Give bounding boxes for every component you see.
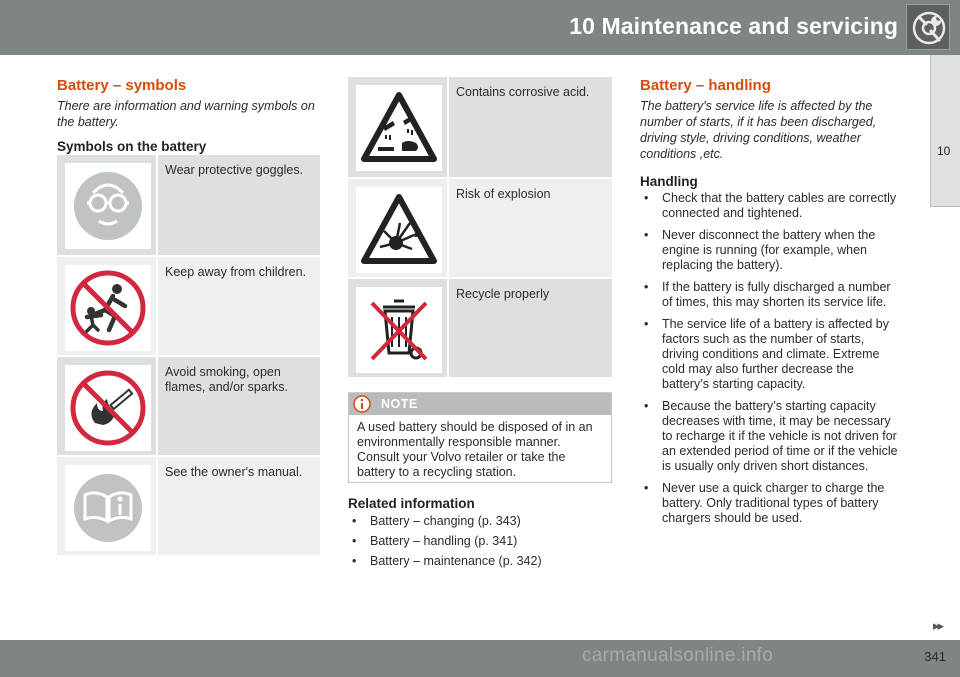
symbol-label: Contains corrosive acid.	[456, 85, 590, 99]
symbol-label: Recycle properly	[456, 287, 550, 301]
chapter-tab-label: 10	[937, 144, 951, 158]
related-heading: Related information	[348, 496, 475, 511]
handling-subheading: Handling	[640, 174, 698, 189]
related-list	[348, 514, 612, 569]
explosion-warning-icon	[356, 187, 442, 273]
list-item-text: Because the battery’s starting capacity decreases with time, it may be necessary to recharge it if the vehicle is not driven for an extended period of time or if the vehicle is usually only driven short distances.	[662, 399, 898, 473]
table-row	[57, 455, 320, 555]
list-item-text: Never use a quick charger to charge the battery. Only traditional types of battery chargers should be used.	[662, 481, 885, 525]
section-heading: Battery – handling	[640, 77, 771, 94]
bullet: •	[644, 228, 649, 242]
symbol-label: Keep away from children.	[165, 265, 307, 279]
related-information	[348, 496, 612, 569]
page-header	[0, 0, 960, 55]
list-item-text: The service life of a battery is affected by factors such as the number of starts, driving conditions and climate. Extreme cold may also further decrease the battery’s starting capacity.	[662, 317, 889, 391]
note-label: NOTE	[381, 397, 418, 411]
battery-symbols-table	[57, 155, 320, 557]
section-intro: The battery's service life is affected by the number of starts, if it has been discharged, driving style, driving conditions, weather conditions ,etc.	[640, 99, 877, 161]
recycle-crossed-bin-icon	[356, 287, 442, 373]
list-item	[640, 317, 904, 392]
related-link[interactable]: Battery – changing (p. 343)	[370, 514, 521, 528]
battery-handling-section	[640, 77, 904, 526]
list-item[interactable]	[348, 514, 612, 529]
symbol-label: Wear protective goggles.	[165, 163, 304, 177]
bullet: •	[644, 481, 649, 495]
list-item[interactable]	[348, 554, 612, 569]
related-link[interactable]: Battery – handling (p. 341)	[370, 534, 518, 548]
table-row	[57, 255, 320, 355]
list-item[interactable]	[348, 534, 612, 549]
list-item-text: Never disconnect the battery when the engine is running (for example, when replacing the battery).	[662, 228, 876, 272]
bullet: •	[352, 534, 357, 548]
page-footer	[0, 640, 960, 677]
related-link[interactable]: Battery – maintenance (p. 342)	[370, 554, 542, 568]
bullet: •	[644, 280, 649, 294]
bullet: •	[352, 514, 357, 528]
list-item-text: If the battery is fully discharged a number of times, this may shorten its service life.	[662, 280, 891, 309]
wrench-gear-icon	[906, 4, 950, 50]
chapter-title: 10 Maintenance and servicing	[569, 13, 898, 39]
battery-symbols-table-continued	[348, 77, 612, 377]
note-header	[349, 393, 611, 415]
page-number: 341	[924, 649, 946, 664]
bullet: •	[352, 554, 357, 568]
section-heading: Battery – symbols	[57, 77, 187, 94]
note-box	[348, 392, 612, 483]
note-text: A used battery should be disposed of in an environmentally responsible manner. Consult your Volvo retailer or take the battery to a recycling station.	[357, 420, 593, 479]
list-item	[640, 399, 904, 474]
battery-symbols-section	[57, 77, 320, 154]
protective-goggles-icon	[65, 163, 151, 249]
table-row	[348, 177, 612, 277]
table-row	[348, 77, 612, 177]
next-page-arrows-icon[interactable]: ▸▸	[932, 618, 942, 633]
info-icon	[353, 395, 371, 413]
table-row	[57, 155, 320, 255]
watermark: carmanualsonline.info	[582, 645, 774, 666]
keep-away-from-children-icon	[65, 265, 151, 351]
handling-list	[640, 191, 904, 526]
list-item	[640, 481, 904, 526]
bullet: •	[644, 191, 649, 205]
owners-manual-icon	[65, 465, 151, 551]
bullet: •	[644, 317, 649, 331]
symbol-label: Risk of explosion	[456, 187, 551, 201]
symbol-label: See the owner's manual.	[165, 465, 303, 479]
bullet: •	[644, 399, 649, 413]
list-item	[640, 280, 904, 310]
list-item-text: Check that the battery cables are correctly connected and tightened.	[662, 191, 897, 220]
list-item	[640, 228, 904, 273]
corrosive-acid-warning-icon	[356, 85, 442, 171]
symbol-label: Avoid smoking, open flames, and/or sparks.	[165, 365, 288, 394]
chapter-tab[interactable]	[930, 55, 960, 207]
table-row	[348, 277, 612, 377]
table-row	[57, 355, 320, 455]
symbols-subheading: Symbols on the battery	[57, 139, 207, 154]
no-smoking-flames-sparks-icon	[65, 365, 151, 451]
list-item	[640, 191, 904, 221]
section-intro: There are information and warning symbols on the battery.	[57, 99, 315, 129]
